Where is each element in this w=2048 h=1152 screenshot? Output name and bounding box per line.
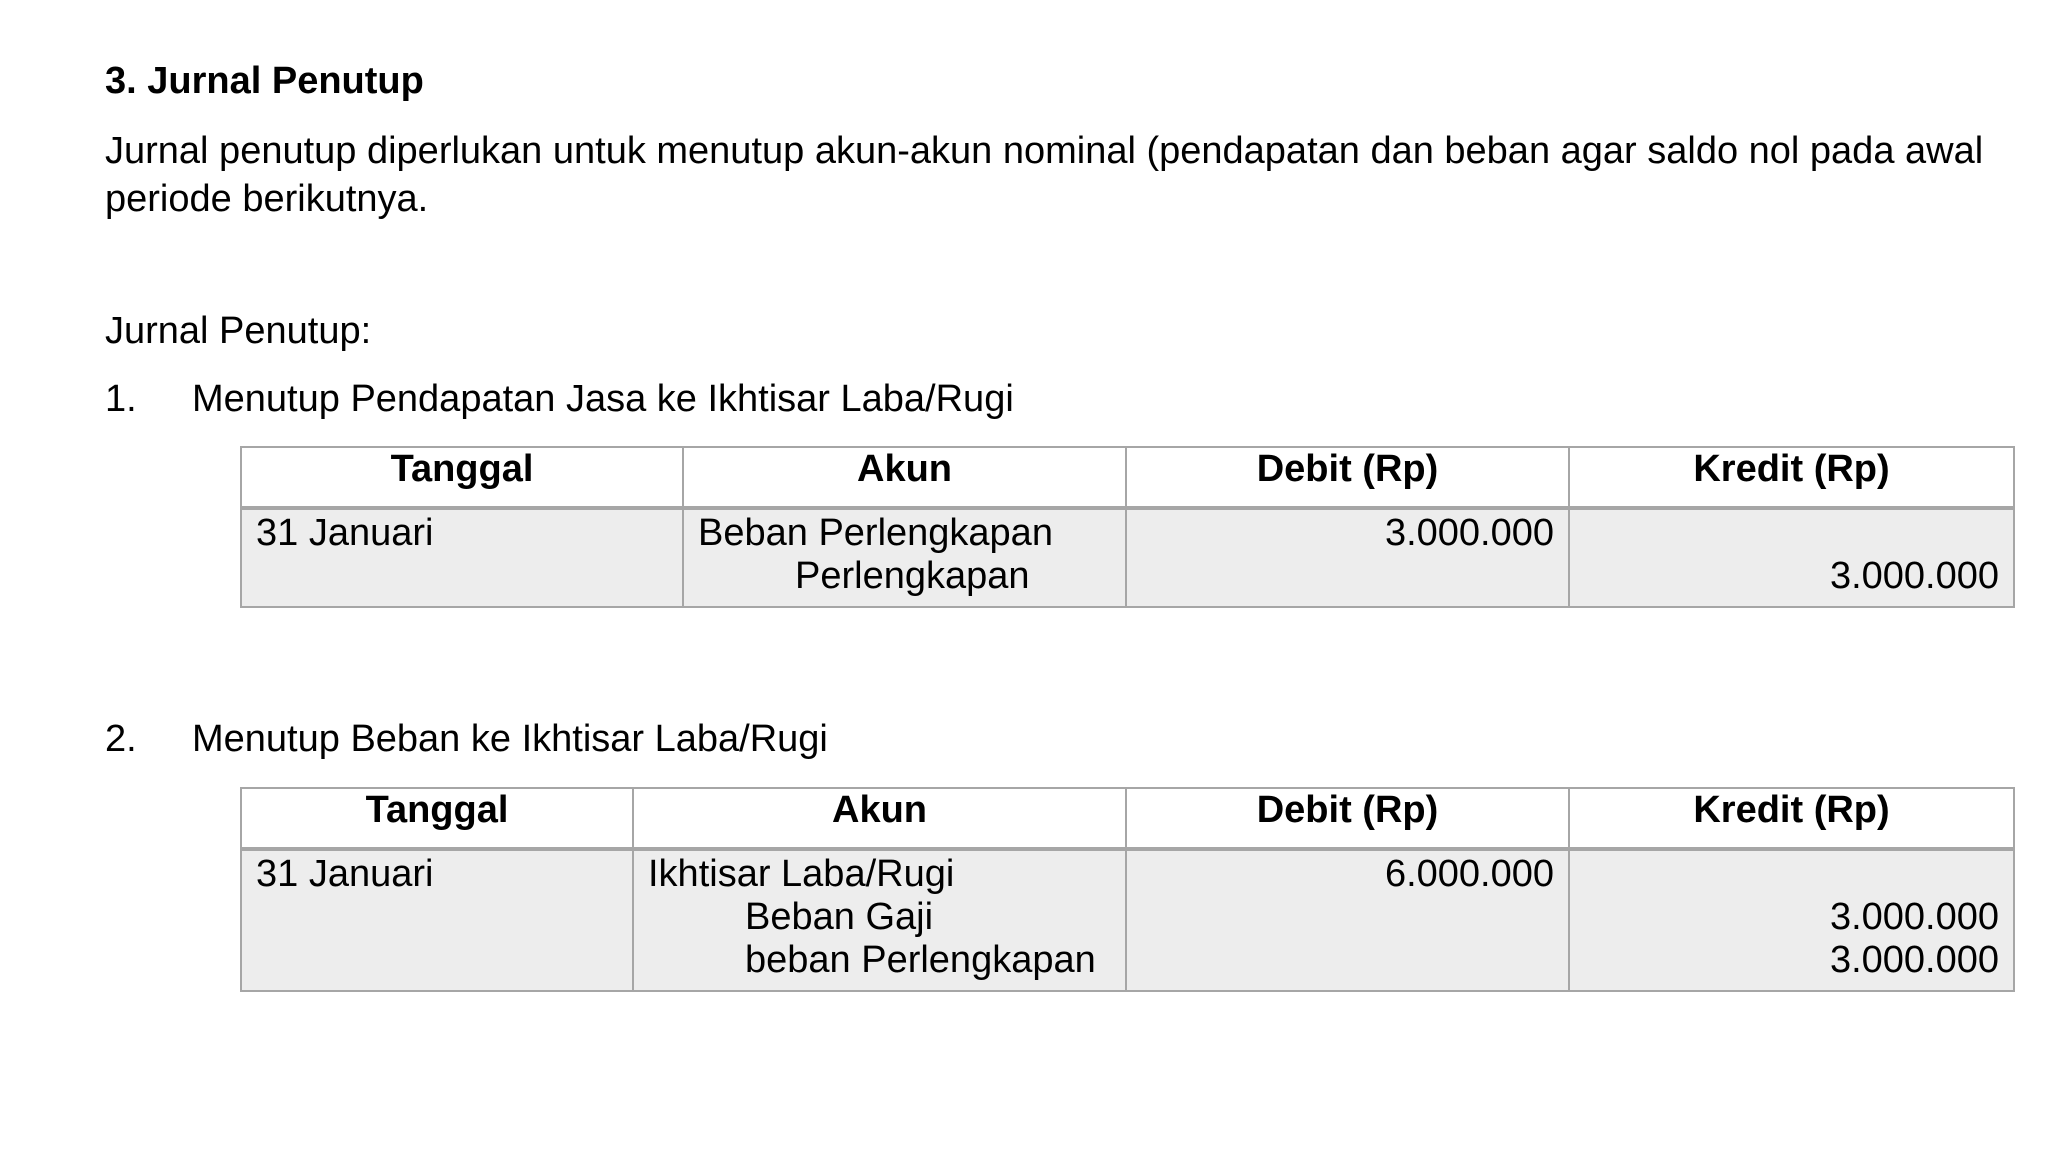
header-tanggal: Tanggal <box>241 788 633 849</box>
cell-akun <box>683 508 1126 607</box>
cell-akun <box>633 849 1126 991</box>
akun-debit-line: Beban Perlengkapan <box>698 512 1053 554</box>
header-kredit: Kredit (Rp) <box>1569 447 2014 508</box>
header-debit: Debit (Rp) <box>1126 788 1569 849</box>
header-debit: Debit (Rp) <box>1126 447 1569 508</box>
jurnal-penutup-label: Jurnal Penutup: <box>105 310 372 352</box>
list-title: Menutup Pendapatan Jasa ke Ikhtisar Laba/Rugi <box>192 378 1014 420</box>
table-header-row <box>241 788 2014 849</box>
akun-debit-line: Ikhtisar Laba/Rugi <box>648 853 955 895</box>
list-number: 1. <box>105 378 137 420</box>
journal-table-2 <box>240 787 2015 992</box>
cell-tanggal: 31 Januari <box>241 508 683 607</box>
table-header-row <box>241 447 2014 508</box>
header-kredit: Kredit (Rp) <box>1569 788 2014 849</box>
cell-kredit: 3.000.000 3.000.000 <box>1569 849 2014 991</box>
cell-debit: 3.000.000 <box>1126 508 1569 607</box>
header-akun: Akun <box>633 788 1126 849</box>
table-row <box>241 508 2014 607</box>
header-akun: Akun <box>683 447 1126 508</box>
list-number: 2. <box>105 718 137 760</box>
akun-kredit-line: Perlengkapan <box>795 555 1030 597</box>
journal-table-1 <box>240 446 2015 608</box>
intro-paragraph: Jurnal penutup diperlukan untuk menutup akun-akun nominal (pendapatan dan beban agar saldo nol pada awal periode berikutnya. <box>105 130 1984 220</box>
list-item-2 <box>105 718 828 761</box>
cell-tanggal: 31 Januari <box>241 849 633 991</box>
list-title: Menutup Beban ke Ikhtisar Laba/Rugi <box>192 718 828 760</box>
cell-debit: 6.000.000 <box>1126 849 1569 991</box>
akun-kredit-line: Beban Gaji <box>745 896 934 938</box>
cell-kredit: 3.000.000 <box>1569 508 2014 607</box>
section-heading: 3. Jurnal Penutup <box>105 60 424 102</box>
akun-kredit-line: beban Perlengkapan <box>745 939 1096 981</box>
list-item-1 <box>105 378 1014 421</box>
table-row <box>241 849 2014 991</box>
header-tanggal: Tanggal <box>241 447 683 508</box>
